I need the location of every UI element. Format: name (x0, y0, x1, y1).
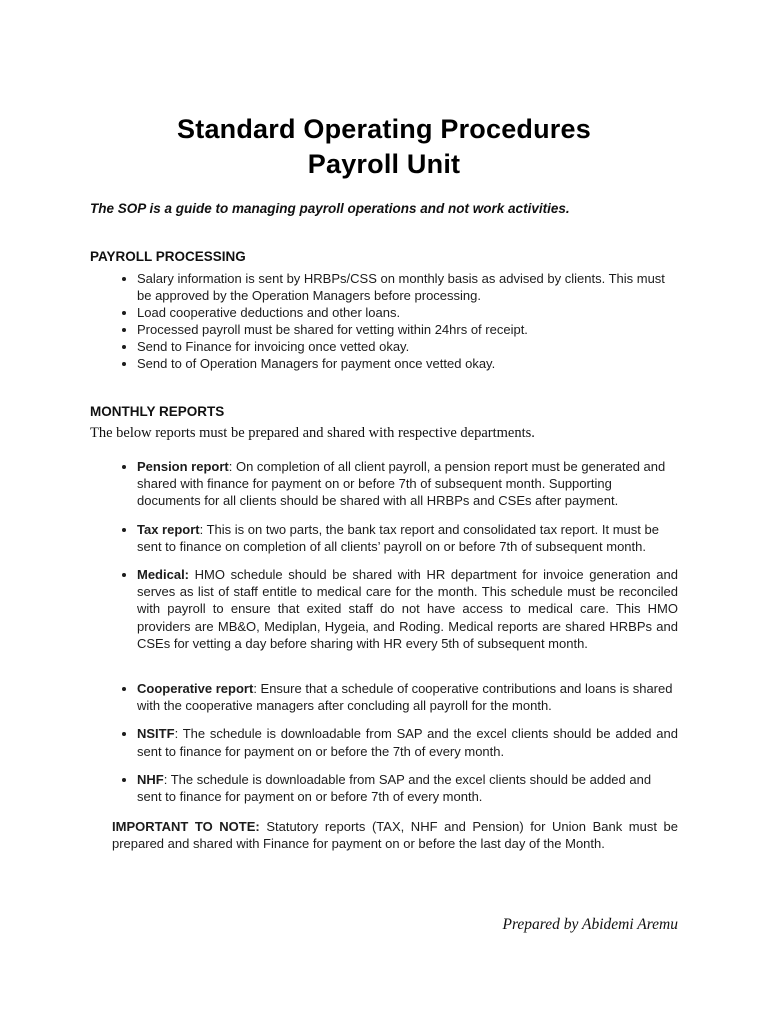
report-text: : Ensure that a schedule of cooperative contributions and loans is shared with the cooperative managers after concluding all payroll for the month. (137, 681, 673, 714)
section-heading-payroll-processing: PAYROLL PROCESSING (90, 249, 246, 264)
list-item: • Send to of Operation Managers for payment once vetted okay. (137, 355, 678, 372)
report-text: : This is on two parts, the bank tax report and consolidated tax report. It must be sent to finance on completion of all clients’ payroll on or before 7th of subsequent month. (137, 521, 659, 554)
report-label: NHF (137, 771, 164, 787)
report-text: : The schedule is downloadable from SAP and the excel clients should be added and sent to finance for payment on or before 7th of every month. (137, 771, 652, 805)
report-label: Pension report (137, 459, 229, 474)
list-item: • Load cooperative deductions and other loans. (137, 304, 678, 321)
important-note (112, 818, 678, 852)
list-item-pension-report (137, 458, 678, 510)
document-title (90, 112, 678, 182)
prepared-by-footer: Prepared by Abidemi Aremu (502, 915, 678, 933)
report-label: Medical: (137, 567, 190, 583)
report-label: Tax report (137, 521, 200, 537)
document-subtitle: The SOP is a guide to managing payroll operations and not work activities. (90, 201, 570, 216)
report-label: NSITF (137, 726, 175, 742)
list-item-medical-report (137, 566, 678, 652)
list-item-nhf-report (137, 771, 678, 805)
monthly-reports-intro: The below reports must be prepared and shared with respective departments. (90, 425, 535, 441)
list-item: • Send to Finance for invoicing once vetted okay. (137, 338, 678, 355)
list-item-nsitf-report (137, 725, 678, 759)
list-item: • Salary information is sent by HRBPs/CSS on monthly basis as advised by clients. This must be approved by the Operation Managers before processing. (137, 270, 678, 304)
list-item-cooperative-report (137, 680, 678, 714)
document-title-line2: Payroll Unit (307, 149, 461, 179)
list-item-tax-report (137, 521, 678, 555)
report-label: Cooperative report (137, 681, 254, 697)
monthly-reports-list (90, 458, 678, 805)
section-heading-monthly-reports: MONTHLY REPORTS (90, 404, 225, 419)
document-title-line1: Standard Operating Procedures (177, 114, 591, 144)
report-text: : The schedule is downloadable from SAP and the excel clients should be added and sent to finance for payment on or before the 7th of every month. (137, 726, 678, 759)
payroll-processing-list (90, 270, 678, 372)
important-note-text: Statutory reports (TAX, NHF and Pension) for Union Bank must be prepared and shared with Finance for payment on or before the last day of the Month. (112, 819, 678, 852)
report-text: : On completion of all client payroll, a pension report must be generated and shared with finance for payment on or before 7th of subsequent month. Supporting documents for all clients should be shared with all HRBPs and CSEs after payment. (137, 459, 666, 509)
report-text: HMO schedule should be shared with HR department for invoice generation and serves as list of staff entitle to medical care for the month. This schedule must be reconciled with payroll to ensure that exited staff do not have access to medical care. This HMO providers are MB&O, Mediplan, Hygeia, and Roding. Medical reports are shared HRBPs and CSEs for vetting a day before sharing with HR every 5th of subsequent month. (137, 567, 678, 651)
list-item: • Processed payroll must be shared for vetting within 24hrs of receipt. (137, 321, 678, 338)
important-note-label: IMPORTANT TO NOTE: (112, 819, 260, 835)
